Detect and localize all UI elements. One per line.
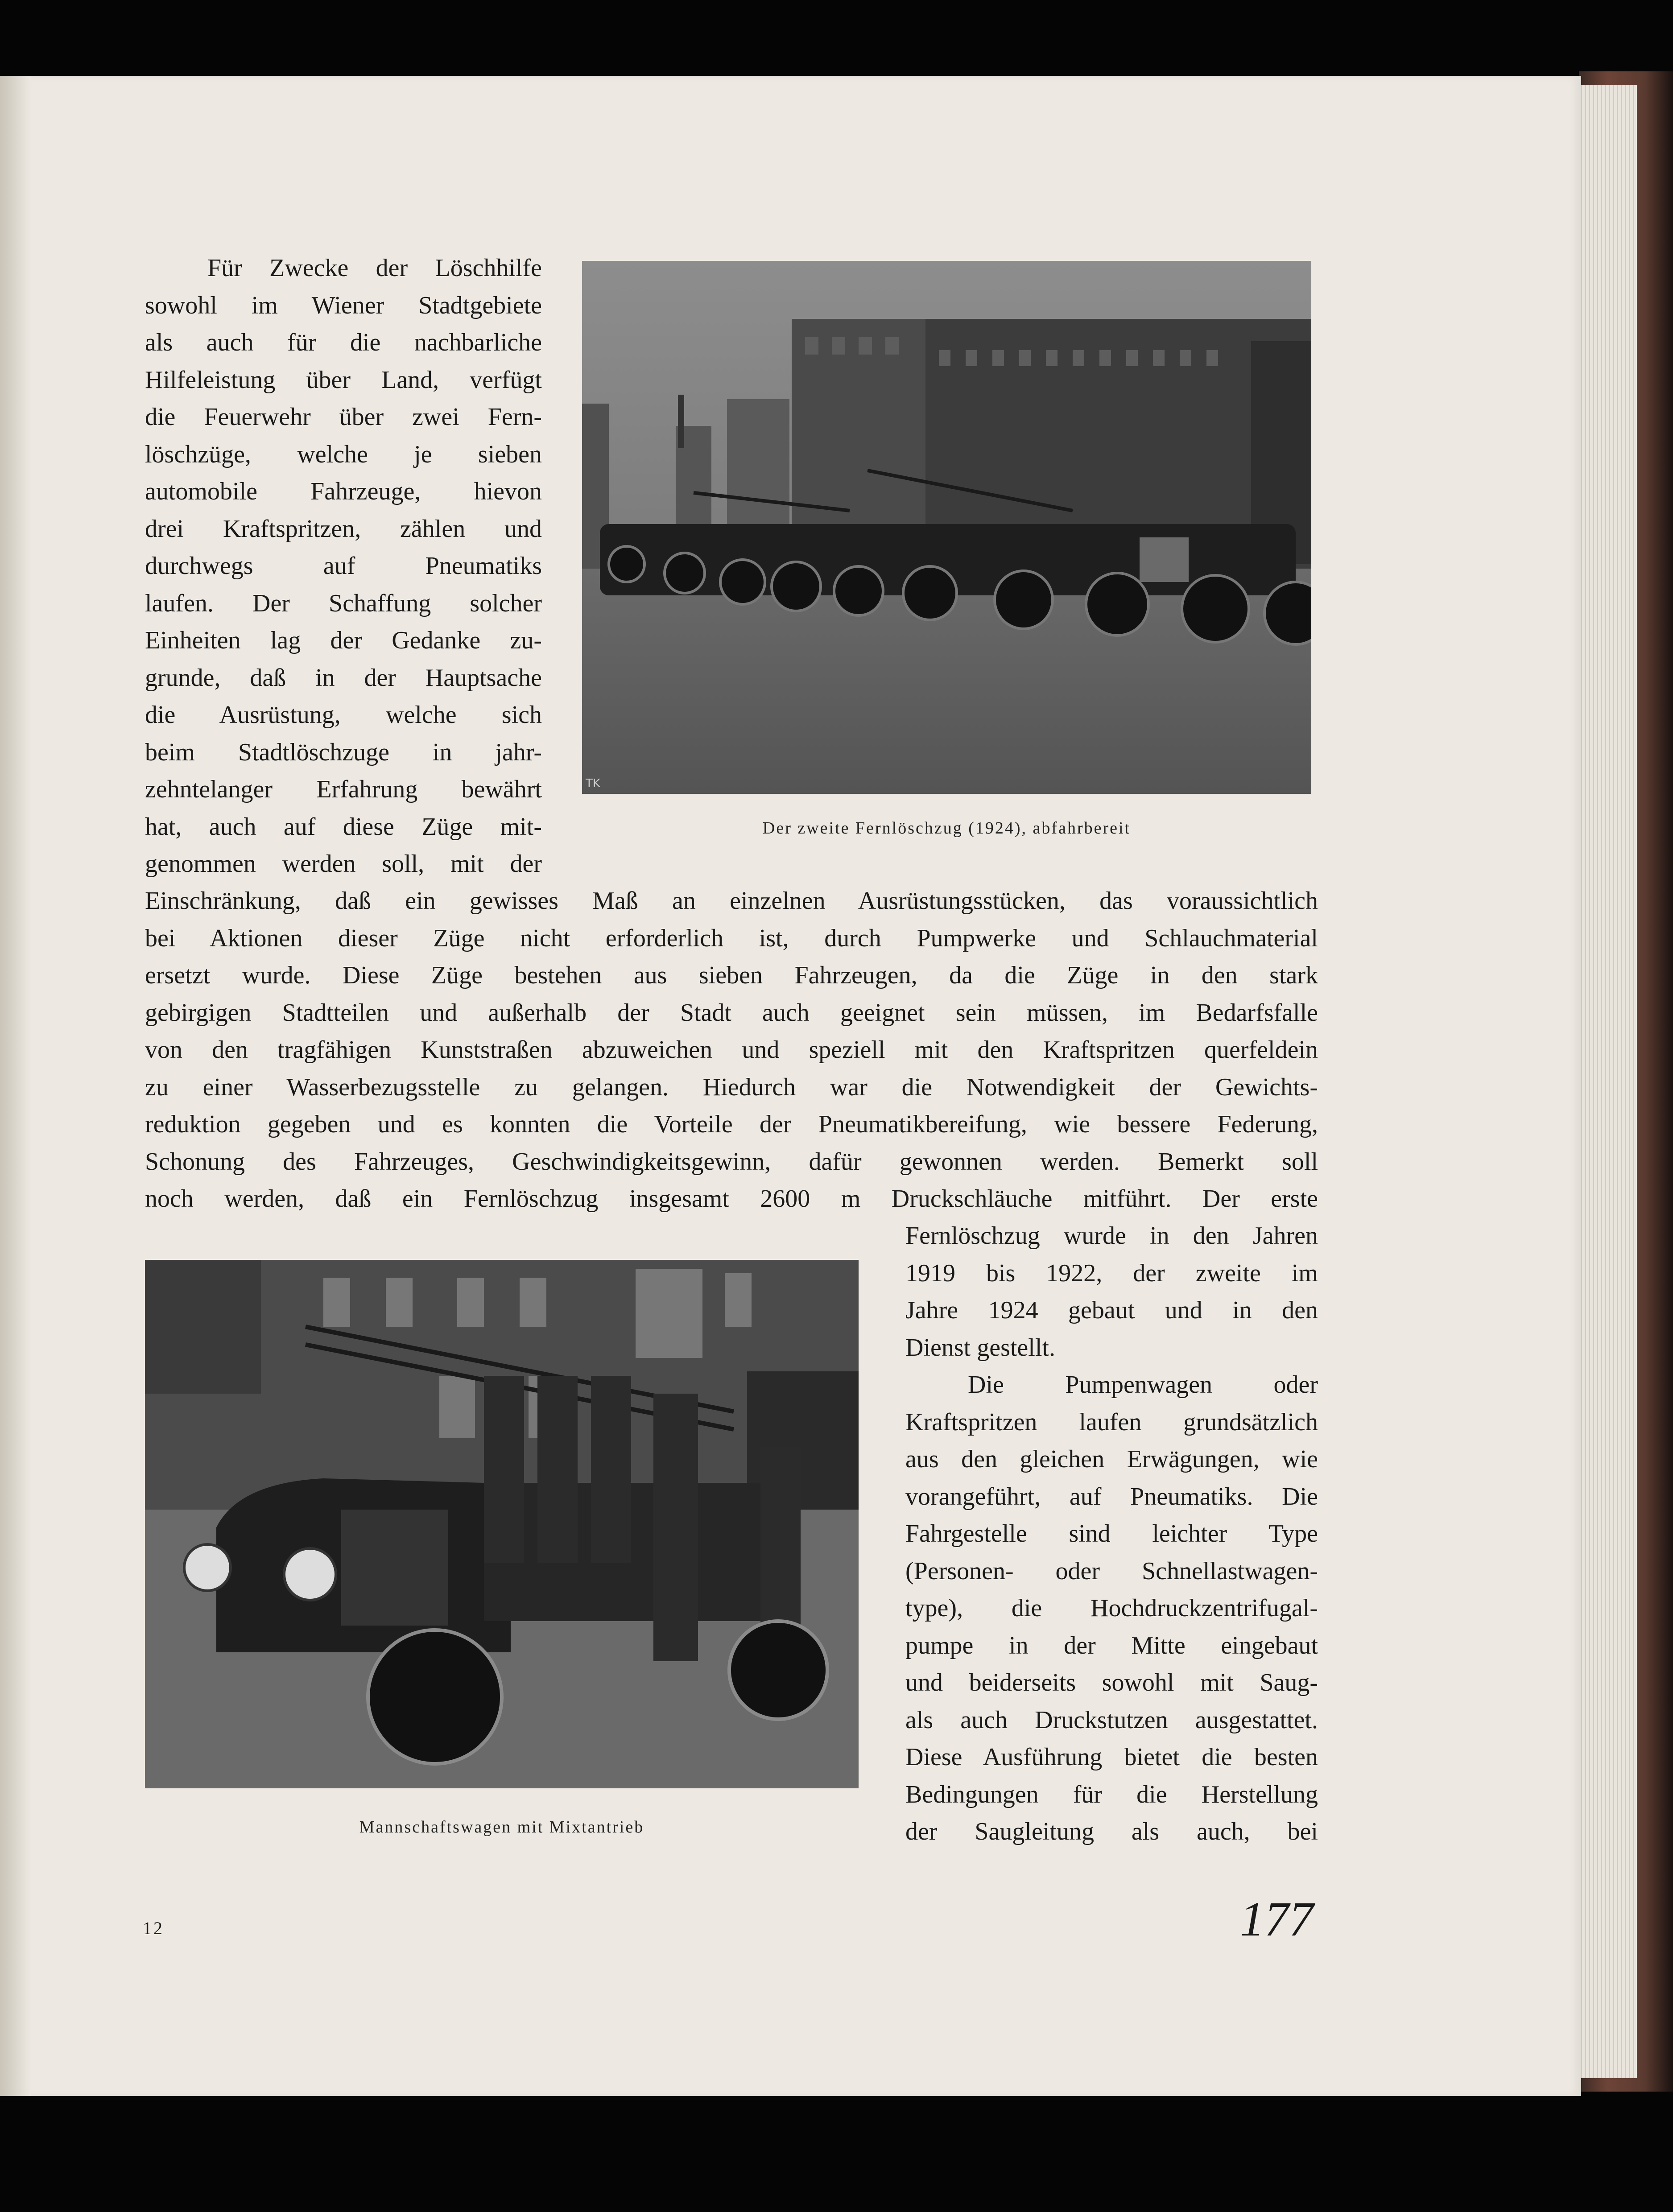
text-line: die Ausrüstung, welche sich [145, 701, 542, 729]
text-line: Kraftspritzen laufen grundsätzlich [905, 1408, 1318, 1436]
text-line: der Saugleitung als auch, bei [905, 1818, 1318, 1845]
text-line: Hilfeleistung über Land, verfügt [145, 366, 542, 394]
text-line: type), die Hochdruckzentrifugal- [905, 1594, 1318, 1622]
text-line: aus den gleichen Erwägungen, wie [905, 1445, 1318, 1473]
text-line: Bedingungen für die Herstellung [905, 1780, 1318, 1808]
text-line: genommen werden soll, mit der [145, 850, 542, 878]
signature-mark: 12 [143, 1918, 164, 1938]
text-line: Fahrgestelle sind leichter Type [905, 1520, 1318, 1548]
text-line: gebirgigen Stadtteilen und außerhalb der Stadt auch geeignet sein müssen, im Bedarfsfalle [145, 999, 1318, 1027]
body-left-column [145, 250, 542, 883]
text-line: drei Kraftspritzen, zählen und [145, 515, 542, 543]
text-line: Die Pumpenwagen oder [968, 1371, 1318, 1399]
text-line: von den tragfähigen Kunststraßen abzuweichen und speziell mit den Kraftspritzen querfeldein [145, 1036, 1318, 1064]
text-line: 1919 bis 1922, der zweite im [905, 1259, 1318, 1287]
text-line: Für Zwecke der Löschhilfe [207, 254, 542, 282]
text-line: noch werden, daß ein Fernlöschzug insgesamt 2600 m Druckschläuche mitführt. Der erste [145, 1185, 1318, 1213]
page-gutter-shadow [0, 76, 31, 2096]
text-line: durchwegs auf Pneumatiks [145, 552, 542, 580]
text-line: laufen. Der Schaffung solcher [145, 589, 542, 617]
text-line: Einheiten lag der Gedanke zu- [145, 627, 542, 654]
text-line: und beiderseits sowohl mit Saug- [905, 1669, 1318, 1696]
text-line: sowohl im Wiener Stadtgebiete [145, 291, 542, 319]
text-line: Diese Ausführung bietet die besten [905, 1743, 1318, 1771]
text-line: Fernlöschzug wurde in den Jahren [905, 1222, 1318, 1250]
photo-mannschaftswagen [145, 1260, 859, 1788]
photo-caption-bottom: Mannschaftswagen mit Mixtantrieb [359, 1818, 644, 1836]
text-line: zehntelanger Erfahrung bewährt [145, 776, 542, 803]
text-line: bei Aktionen dieser Züge nicht erforderlich ist, durch Pumpwerke und Schlauchmaterial [145, 924, 1318, 952]
text-line: die Feuerwehr über zwei Fern- [145, 403, 542, 431]
text-line: automobile Fahrzeuge, hievon [145, 478, 542, 505]
text-line: Jahre 1924 gebaut und in den [905, 1296, 1318, 1324]
text-line: Dienst gestellt. [905, 1333, 1055, 1362]
text-line: als auch Druckstutzen ausgestattet. [905, 1706, 1318, 1734]
text-line: als auch für die nachbarliche [145, 329, 542, 356]
body-right-column [905, 1217, 1318, 1851]
text-line: hat, auch auf diese Züge mit- [145, 813, 542, 841]
photo-fernloeschzug-image [582, 261, 1311, 794]
text-line: Schonung des Fahrzeuges, Geschwindigkeitsgewinn, dafür gewonnen werden. Bemerkt soll [145, 1147, 1318, 1176]
photo-caption-top: Der zweite Fernlöschzug (1924), abfahrbereit [762, 819, 1131, 838]
photo-corner-mark: TK [586, 777, 600, 790]
text-line: pumpe in der Mitte eingebaut [905, 1631, 1318, 1659]
text-line: löschzüge, welche je sieben [145, 440, 542, 468]
text-line: Einschränkung, daß ein gewisses Maß an einzelnen Ausrüstungsstücken, das voraussichtlich [145, 887, 1318, 915]
text-line: grunde, daß in der Hauptsache [145, 664, 542, 692]
text-line: reduktion gegeben und es konnten die Vorteile der Pneumatikbereifung, wie bessere Federung, [145, 1110, 1318, 1138]
text-line: ersetzt wurde. Diese Züge bestehen aus sieben Fahrzeugen, da die Züge in den stark [145, 962, 1318, 989]
body-full-width [145, 883, 1318, 1218]
text-line: (Personen- oder Schnellastwagen- [905, 1557, 1318, 1585]
text-line: beim Stadtlöschzuge in jahr- [145, 738, 542, 766]
text-line: zu einer Wasserbezugsstelle zu gelangen. Hiedurch war die Notwendigkeit der Gewichts- [145, 1073, 1318, 1101]
photo-fernloeschzug [582, 261, 1311, 794]
text-line: vorangeführt, auf Pneumatiks. Die [905, 1482, 1318, 1510]
photo-mannschaftswagen-image [145, 1260, 859, 1788]
page-number: 177 [1240, 1892, 1314, 1946]
